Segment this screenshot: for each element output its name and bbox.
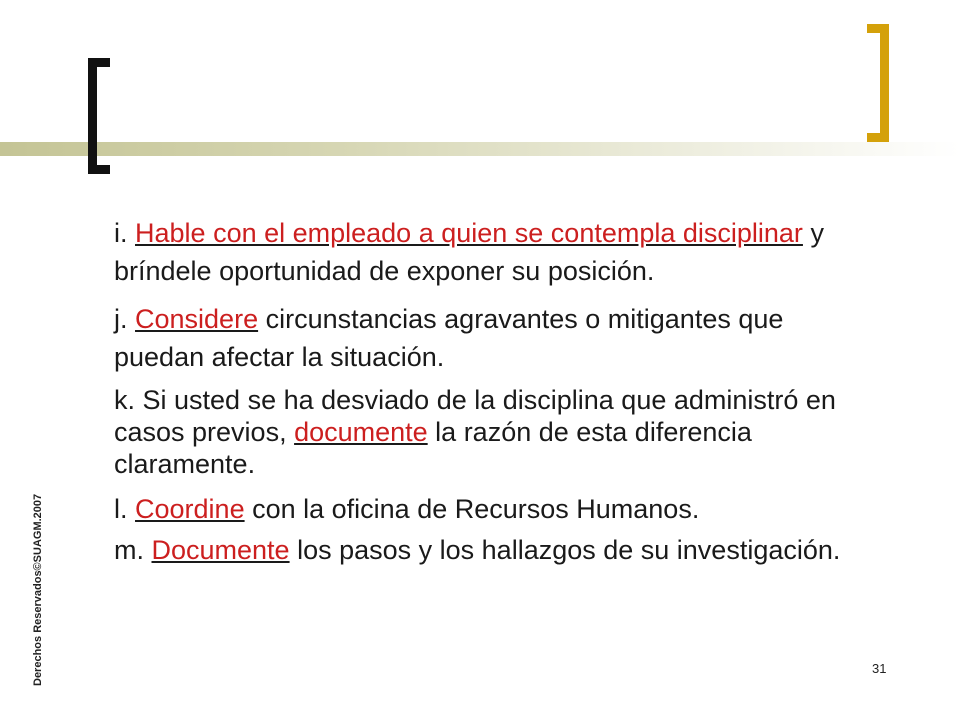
header-gradient-bar — [0, 142, 960, 156]
item-link-documente-pasos[interactable]: Documente — [151, 535, 290, 565]
right-bracket-top-cap — [867, 24, 889, 33]
list-item-k — [114, 384, 854, 480]
item-prefix: i. — [114, 218, 136, 248]
slide-content — [114, 214, 854, 566]
list-item-j — [114, 300, 854, 376]
item-link-hable[interactable]: Hable con el empleado a quien se contempla disciplinar — [135, 218, 803, 248]
right-bracket-bottom-cap — [867, 133, 889, 142]
item-link-coordine[interactable]: Coordine — [135, 494, 245, 524]
item-text: y bríndele oportunidad de exponer su posición. — [114, 218, 824, 286]
item-prefix: k. Si usted se ha desviado de la disciplina que administró en casos previos, — [114, 385, 836, 447]
item-text: circunstancias agravantes o mitigantes que puedan afectar la situación. — [114, 304, 784, 372]
right-bracket-decoration — [880, 24, 889, 142]
item-prefix: m. — [114, 535, 152, 565]
item-text: los pasos y los hallazgos de su investigación. — [289, 535, 841, 565]
left-bracket-top-cap — [88, 58, 110, 67]
item-prefix: l. — [114, 494, 136, 524]
page-number: 31 — [872, 661, 887, 676]
item-text: la razón de esta diferencia claramente. — [114, 417, 752, 479]
item-prefix: j. — [114, 304, 136, 334]
left-bracket-decoration — [88, 58, 97, 174]
item-text: con la oficina de Recursos Humanos. — [244, 494, 700, 524]
list-item-i — [114, 214, 854, 290]
item-link-documente[interactable]: documente — [294, 417, 428, 447]
copyright-side-text: Derechos Reservados©SUAGM.2007 — [32, 493, 44, 686]
list-item-l — [114, 490, 854, 528]
item-link-considere[interactable]: Considere — [135, 304, 259, 334]
list-item-m — [114, 534, 854, 566]
left-bracket-bottom-cap — [88, 165, 110, 174]
